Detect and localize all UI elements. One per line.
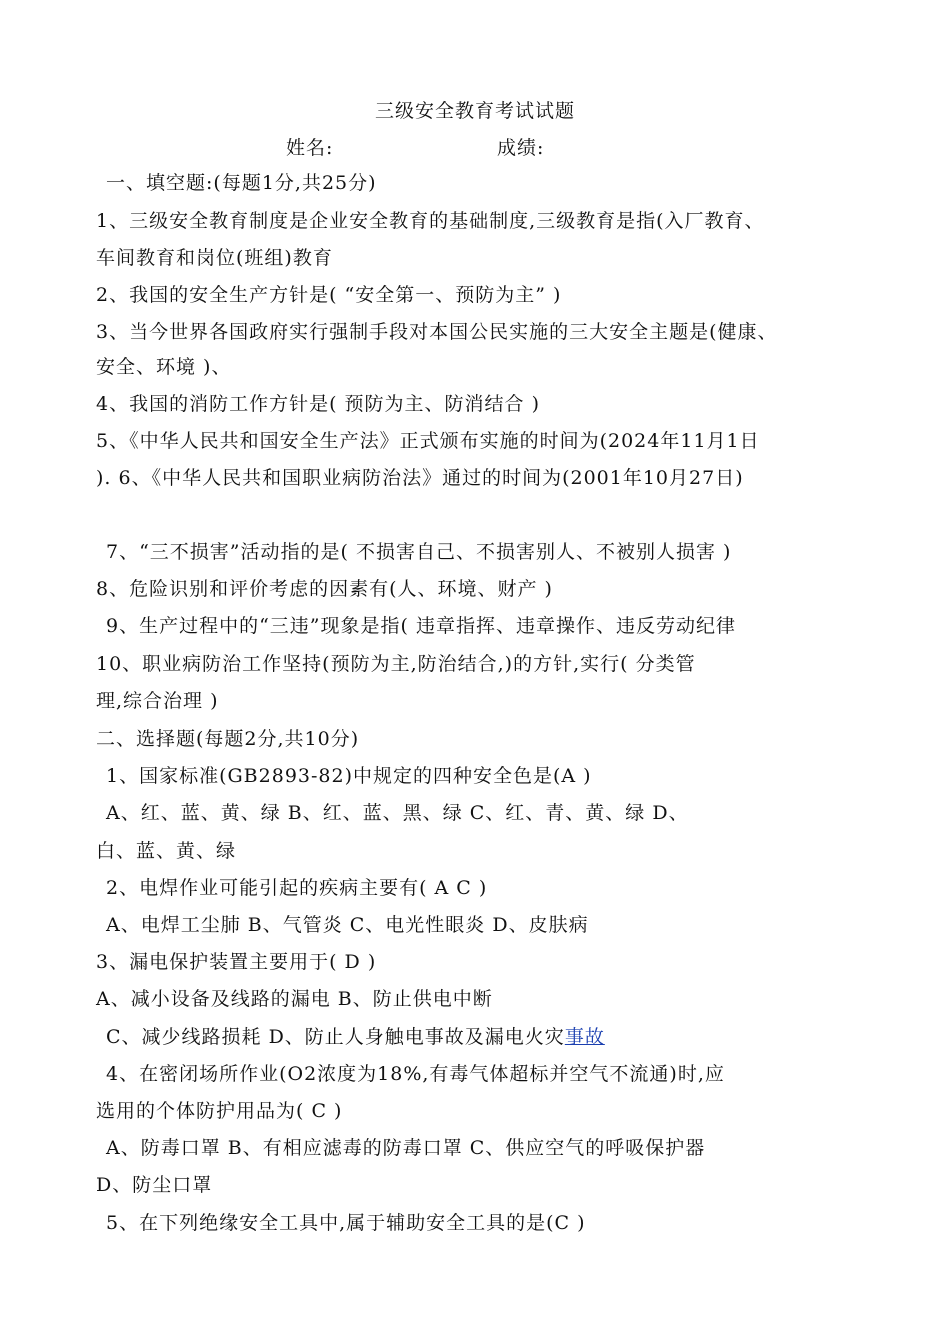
option-line: 白、蓝、黄、绿 (96, 840, 237, 862)
option-line: D、防尘口罩 (96, 1174, 213, 1196)
section-fill-blank-header: 一、填空题:(每题1分,共25分) (106, 172, 377, 194)
question-line: 5、《中华人民共和国安全生产法》正式颁布实施的时间为(2024年11月1日 (96, 430, 760, 452)
question-line: 4、我国的消防工作方针是( 预防为主、防消结合 ) (96, 393, 540, 415)
question-line: 理,综合治理 ) (96, 690, 219, 712)
question-line: 选用的个体防护用品为( C ) (96, 1100, 343, 1122)
option-line: A、减小设备及线路的漏电 B、防止供电中断 (96, 988, 493, 1010)
option-line (106, 1025, 605, 1049)
page-title: 三级安全教育考试试题 (374, 100, 575, 122)
question-line: ). 6、《中华人民共和国职业病防治法》通过的时间为(2001年10月27日) (96, 467, 744, 489)
question-line: 9、生产过程中的“三违”现象是指( 违章指挥、违章操作、违反劳动纪律 (106, 615, 736, 637)
question-line: 8、危险识别和评价考虑的因素有(人、环境、财产 ) (96, 578, 553, 600)
question-line: 2、我国的安全生产方针是( “安全第一、预防为主” ) (96, 284, 562, 306)
question-line: 1、国家标准(GB2893-82)中规定的四种安全色是(A ) (106, 765, 592, 787)
section-choice-header: 二、选择题(每题2分,共10分) (96, 728, 360, 750)
option-line: A、红、蓝、黄、绿 B、红、蓝、黑、绿 C、红、青、黄、绿 D、 (106, 802, 689, 824)
score-label: 成绩: (497, 137, 545, 159)
question-line: 3、当今世界各国政府实行强制手段对本国公民实施的三大安全主题是(健康、 (96, 321, 778, 343)
question-line: 3、漏电保护装置主要用于( D ) (96, 951, 377, 973)
accident-link[interactable]: 事故 (564, 1026, 605, 1048)
question-line: 1、三级安全教育制度是企业安全教育的基础制度,三级教育是指(入厂教育、 (96, 210, 765, 232)
question-line: 10、职业病防治工作坚持(预防为主,防治结合,)的方针,实行( 分类管 (96, 653, 696, 675)
question-line: 7、“三不损害”活动指的是( 不损害自己、不损害别人、不被别人损害 ) (106, 541, 732, 563)
option-line: A、防毒口罩 B、有相应滤毒的防毒口罩 C、供应空气的呼吸保护器 (106, 1137, 706, 1159)
name-label: 姓名: (286, 137, 334, 159)
question-line: 4、在密闭场所作业(O2浓度为18%,有毒气体超标并空气不流通)时,应 (106, 1063, 725, 1085)
option-line: A、电焊工尘肺 B、气管炎 C、电光性眼炎 D、皮肤病 (106, 914, 589, 936)
question-line: 车间教育和岗位(班组)教育 (96, 247, 333, 269)
question-line: 安全、环境 )、 (96, 356, 232, 378)
question-line: 5、在下列绝缘安全工具中,属于辅助安全工具的是(C ) (106, 1212, 586, 1234)
option-text: C、减少线路损耗 D、防止人身触电事故及漏电火灾 (106, 1026, 565, 1048)
question-line: 2、电焊作业可能引起的疾病主要有( A C ) (106, 877, 488, 899)
